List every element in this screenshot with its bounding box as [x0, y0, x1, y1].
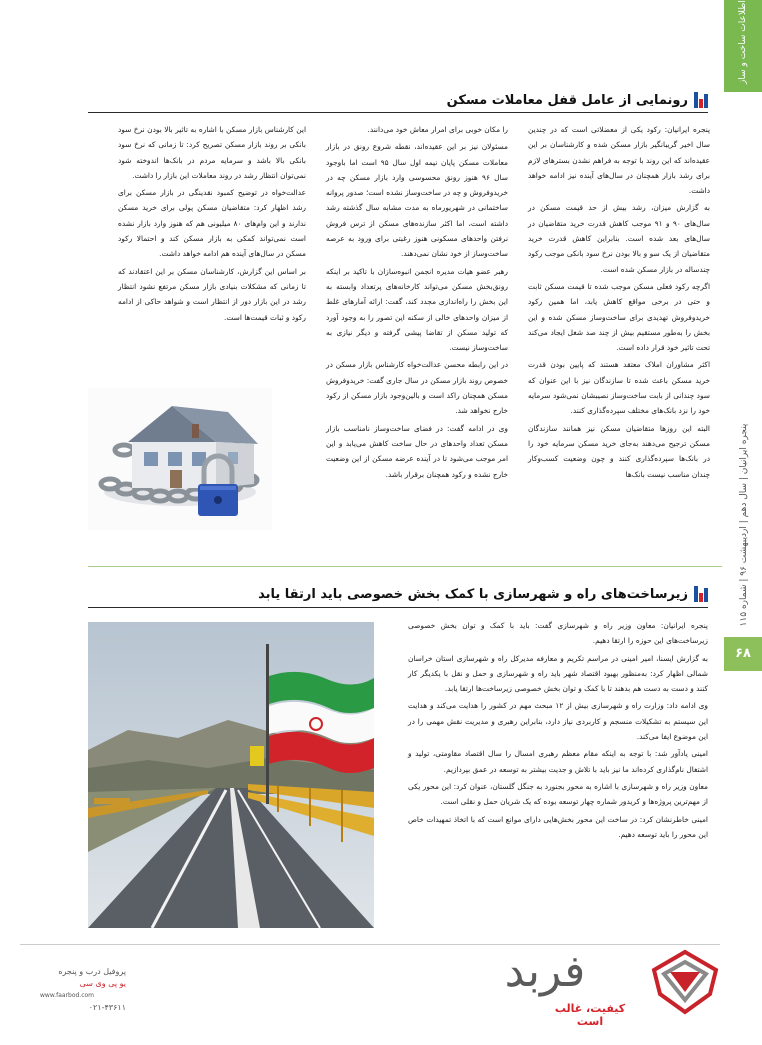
house-lock-illustration — [88, 388, 272, 530]
article1-col-left: این کارشناس بازار مسکن با اشاره به تاثیر بالا بودن نرخ سود بانکی بر روند بازار مسکن تصریح کرد: تا زمانی که نرخ سود بانکی بالا باشد و سرمایه مردم در بانک‌ها اندوخته شود نمی‌توان انتظار رشد در روند معاملات این بازار را داشت. عدالت‌خواه در توضیح کمبود نقدینگی در بازار مسکن برای رشد اظهار کرد: متقاضیان مسکن پولی برای خرید مسکن ندارند و این وام‌های ۸۰ میلیونی هم که هنوز وارد بازار نشده است نمی‌تواند کمکی به بازار مسکن کند و احتمالا رکود مسکن در سال‌های آینده هم ادامه خواهد داشت. بر اساس این گزارش، کارشناسان مسکن بر این اعتقادند که تا زمانی که مشکلات بنیادی بازار مسکن مرتفع نشود انتظار رشد در این بازار دور از انتظار است و شواهد حاکی از ادامه رکود و ثبات قیمت‌ها است. — [118, 125, 306, 322]
title-divider — [88, 607, 708, 608]
sidebar — [724, 0, 762, 1045]
article2-heading — [258, 586, 708, 602]
footer-divider — [20, 944, 720, 945]
title-divider — [88, 112, 708, 113]
website-link[interactable]: www.faarbod.com — [40, 992, 95, 999]
product-line: پروفیل درب و پنجره — [58, 967, 126, 976]
article2-body: پنجره ایرانیان: معاون وزیر راه و شهرسازی گفت: باید با کمک و توان بخش خصوصی زیرساخت‌های این حوزه را ارتقا دهیم. به گزارش ایسنا، امیر امینی در مراسم تکریم و معارفه مدیرکل راه و شهرسازی استان خراسان شمالی اظهار کرد: به‌منظور بهبود اقتصاد شهر باید راه و شهرسازی و حمل و نقل با یکدیگر کار کنند و دست به دست هم بدهند تا با کمک و توان بخش خصوصی زیرساخت‌ها ارتقا یابد. وی ادامه داد: وزارت راه و شهرسازی بیش از ۱۲ مبحث مهم در کشور را هدایت می‌کند و هدایت این سیستم به تشکیلات منسجم و کاربردی نیاز دارد، بنابراین رهبری و مدیریت نقش مهمی را در این موضوع ایفا می‌کند. امینی یادآور شد: با توجه به اینکه مقام معظم رهبری امسال را سال اقتصاد مقاومتی، تولید و اشتغال نام‌گذاری کرده‌اند ما نیز باید با تلاش و جدیت بیشتر به توسعه در عمق بپردازیم. معاون وزیر راه و شهرسازی با اشاره به محور بجنورد به جنگل گلستان، عنوان کرد: این محور یکی از مهم‌ترین پروژه‌ها و کریدور شماره چهار توسعه بوده که یک شریان حمل و نقلی است. امینی خاطرنشان کرد: در ساخت این محور بخش‌هایی دارای موانع است که با اتخاذ تمهیدات خاص این محور را باید توسعه دهیم. — [408, 621, 708, 839]
page-number: ۶۸ — [724, 637, 762, 671]
product-material: یو پی وی سی — [79, 979, 126, 988]
farbod-logo-icon — [650, 948, 720, 1018]
section-divider — [88, 566, 722, 567]
road-flag-photo — [88, 622, 374, 928]
brand-name: فربد — [504, 946, 586, 997]
phone-number: ۰۲۱-۴۳۶۱۱ — [88, 1003, 126, 1012]
section-label: اطلاعات ساخت و ساز — [738, 0, 748, 84]
ad-contact-block — [40, 966, 126, 1014]
article1-col-middle: را مکان خوبی برای امرار معاش خود می‌دانند. مسئولان نیز بر این عقیده‌اند، نقطه شروع رونق در بازار معاملات مسکن پایان نیمه اول سال ۹۵ است اما باوجود سال ۹۶ هنوز رونق محسوسی وارد بازار مسکن چه در خریدوفروش و چه در ساخت‌وساز نشده است؛ صدور پروانه ساختمانی در شهریورماه به مدت مشابه سال گذشته رشد داشته است، اما اکثر سازنده‌های مسکن از ترس فروش نرفتن واحدهای مسکونی هنوز رغبتی برای ورود به عرصه ساخت‌وساز از خود نشان نمی‌دهند. رهبر عضو هیات مدیره انجمن انبوه‌سازان با تاکید بر اینکه رونق‌بخش مسکن می‌تواند کارخانه‌های پرتعداد وابسته به این بخش را راه‌اندازی مجدد کند، گفت: ارائه آمارهای غلط از میزان واحدهای خالی از سکنه این تصور را به وجود آورد که تولید مسکن از تقاضا پیشی گرفته و دیگر نیازی به ساخت‌وساز نیست. در این رابطه محسن عدالت‌خواه کارشناس بازار مسکن در خصوص روند بازار مسکن در سال جاری گفت: خریدوفروش مسکن همچنان راکد است و بالین‌وجود بازار مسکن از رکود خارج نخواهد شد. وی در ادامه گفت: در فضای ساخت‌وساز نامناسب بازار مسکن تعداد واحدهای در حال ساخت کاهش می‌یابد و این امر موجب می‌شود تا در آینده عرضه مسکن از این وضعیت خارج نشده و رکود همچنان برقرار باشد. — [326, 125, 508, 479]
brand-slogan: کیفیت، غالب است — [554, 1002, 626, 1028]
article1-heading — [447, 92, 708, 108]
road-flag-illustration — [88, 622, 374, 928]
section-tab — [724, 0, 762, 92]
bar-chart-icon — [694, 92, 708, 108]
issue-info: پنجره ایرانیان | سال دهم | اردیبهشت ۹۶ | شماره ۱۱۵ — [739, 423, 749, 627]
house-lock-photo — [88, 388, 272, 530]
article2-title: زیرساخت‌های راه و شهرسازی با کمک بخش خصوصی باید ارتقا یابد — [258, 586, 688, 602]
article1-col-right: پنجره ایرانیان: رکود یکی از معضلاتی است که در چندین سال اخیر گریبانگیر بازار مسکن شده و کارشناسان بر این عقیده‌اند که این روند با توجه به فراهم نشدن بسترهای لازم برای رشد بازار همچنان در سال‌های آینده نیز ادامه خواهد داشت. به گزارش میزان، رشد بیش از حد قیمت مسکن در سال‌های ۹۰ و ۹۱ موجب کاهش قدرت خرید متقاضیان در سال‌های بعد شده است. بنابراین کاهش قدرت خرید متقاضیان از یک سو و بالا بودن نرخ سود بانکی موجب رکود چندساله در بازار مسکن شده است. اگرچه رکود فعلی مسکن موجب شده تا قیمت مسکن ثابت و حتی در برخی مواقع کاهش یابد، اما همین رکود خریدوفروش تهدیدی برای ساخت‌وساز مسکن شده و این بخش را به‌طور مستقیم بیش از چند صد شغل ایجاد می‌کند تحت تاثیر خود قرار داده است. اکثر مشاوران املاک معتقد هستند که پایین بودن قدرت خرید مسکن باعث شده تا سازندگان نیز با این عنوان که سود چندانی از بابت ساخت‌وساز نصیبشان نمی‌شود سرمایه خود را نزد بانک‌های مختلف سپرده‌گذاری کنند. البته این روزها متقاضیان مسکن نیز همانند سازندگان مسکن ترجیح می‌دهند به‌جای خرید مسکن سرمایه خود را در بانک‌ها سپرده‌گذاری کنند و چون وضعیت کسب‌وکار چندان مناسب نیست بانک‌ها — [528, 125, 710, 479]
bar-chart-icon — [694, 586, 708, 602]
article1-title: رونمایی از عامل قفل معاملات مسکن — [446, 92, 688, 108]
